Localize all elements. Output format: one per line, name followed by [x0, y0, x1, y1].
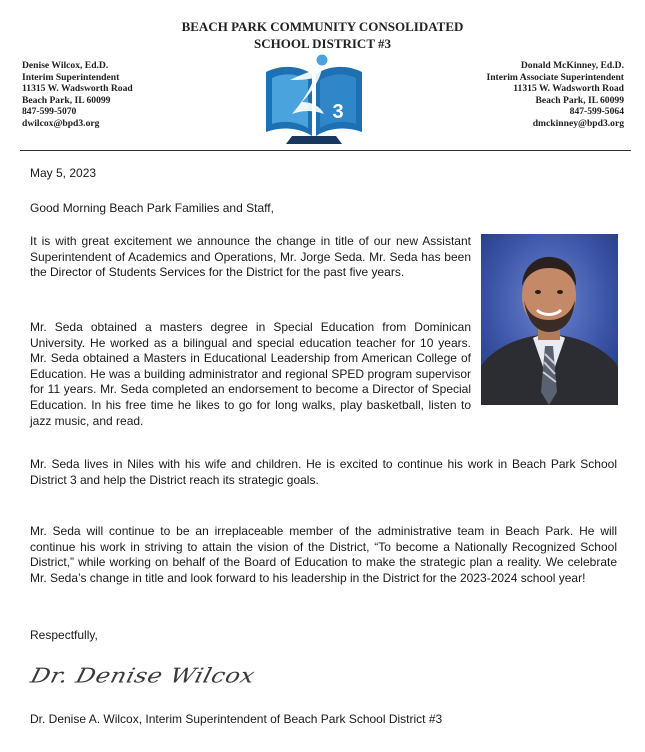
letterhead-title — [0, 18, 645, 52]
left-contact-name: Denise Wilcox, Ed.D. — [22, 60, 109, 71]
header-divider — [20, 150, 631, 151]
right-contact-name: Donald McKinney, Ed.D. — [520, 60, 624, 71]
letter-paragraph: Mr. Seda lives in Niles with his wife and children. He is excited to continue his work in Beach Park School District 3 and help the District reach its strategic goals. — [30, 457, 617, 487]
letter-date: May 5, 2023 — [30, 166, 97, 180]
left-contact-phone: 847-599-5070 — [22, 106, 77, 118]
district-name-line1: BEACH PARK COMMUNITY CONSOLIDATED — [181, 19, 464, 34]
letter-greeting: Good Morning Beach Park Families and Staff, — [30, 201, 274, 215]
handwritten-signature — [28, 664, 264, 704]
left-contact-city: Beach Park, IL 60099 — [22, 94, 111, 106]
right-contact-street: 11315 W. Wadsworth Road — [513, 83, 624, 95]
district-name-line2: SCHOOL DISTRICT #3 — [253, 36, 392, 51]
left-contact-street: 11315 W. Wadsworth Road — [22, 83, 133, 95]
right-contact-phone: 847-599-5064 — [569, 106, 624, 118]
right-contact-block — [486, 60, 624, 130]
signature-script: Dr. Denise Wilcox — [28, 664, 258, 688]
portrait-image — [481, 234, 618, 405]
left-contact-email: dwilcox@bpd3.org — [22, 117, 100, 129]
logo-base — [286, 136, 342, 144]
district-logo — [262, 50, 366, 146]
left-contact-block — [22, 60, 133, 130]
letter-paragraph: It is with great excitement we announce the change in title of our new Assistant Superintendent of Academics and Operations, Mr. Jorge Seda. Mr. Seda has been the Director of Students Services for the District for the past five years. — [30, 234, 471, 280]
left-contact-title: Interim Superintendent — [22, 71, 120, 83]
logo-figure-head — [317, 55, 328, 66]
letter-closing: Respectfully, — [30, 628, 98, 642]
right-contact-city: Beach Park, IL 60099 — [535, 94, 624, 106]
portrait-photo — [481, 234, 618, 405]
right-contact-email: dmckinney@bpd3.org — [532, 117, 624, 129]
logo-number: 3 — [332, 101, 344, 123]
right-contact-title: Interim Associate Superintendent — [486, 71, 624, 83]
letter-paragraph: Mr. Seda obtained a masters degree in Special Education from Dominican University. He worked as a bilingual and special education teacher for 10 years. Mr. Seda obtained a Masters in Educational Leadership from American College of Education. He was a building administrator and regional SPED program supervisor for 11 years. Mr. Seda completed an endorsement to become a Director of Special Education. In his free time he likes to go for long walks, play basketball, listen to jazz music, and read. — [30, 320, 471, 428]
letter-paragraph: Mr. Seda will continue to be an irreplaceable member of the administrative team in Beach Park. He will continue his work in striving to attain the vision of the District, “To become a Nationally Recognized School District,” while working on behalf of the Board of Education to make the strategic plan a reality. We celebrate Mr. Seda’s change in title and look forward to his leadership in the District for the 2023-2024 school year! — [30, 524, 617, 585]
signer-name-title: Dr. Denise A. Wilcox, Interim Superintendent of Beach Park School District #3 — [30, 712, 443, 726]
